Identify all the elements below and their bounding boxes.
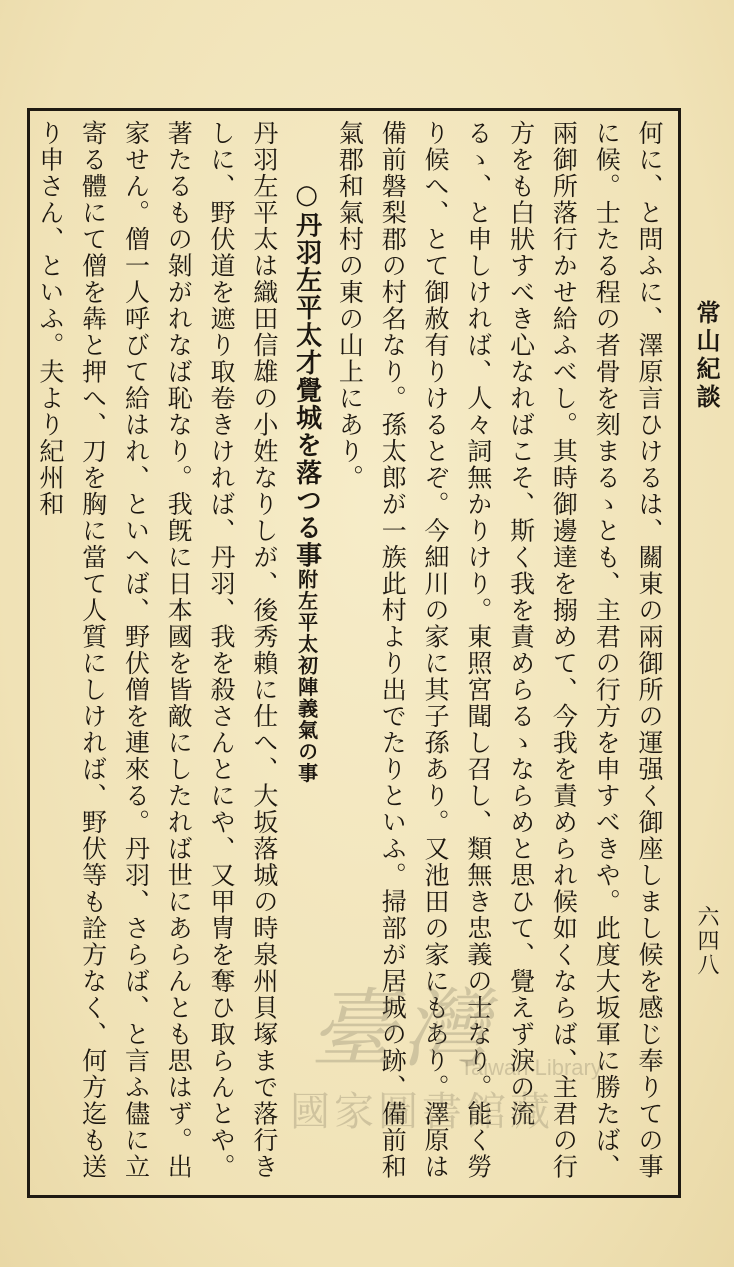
vertical-text-block	[35, 120, 670, 1190]
paragraph-1: 何に、と問ふに、澤原言ひけるは、關東の兩御所の運强く御座しまし候を感じ奉りての事に候。士たる程の者骨を刻まるゝとも、主君の行方を申すべきや。此度大坂軍に勝たば、兩御所落行かせ給ふべし。其時御邊達を搦めて、今我を責められ候如くならば、主君の行方をも白狀すべき心なればこそ、斯く我を責めらるゝならめと思ひて、覺えず淚の流るゝ、と申しければ、人々詞無かりけり。東照宮聞し召し、類無き忠義の士なり。能く勞り候へ、とて御赦有りけるとぞ。今細川の家に其子孫あり。又池田の家にもあり。澤原は備前磐梨郡の村名なり。孫太郎が一族此村より出でたりといふ。掃部が居城の跡、備前和氣郡和氣村の東の山上にあり。	[335, 120, 664, 1180]
watermark-latin: Taiwan Library	[460, 1055, 602, 1080]
heading-subtitle: 附左平太初陣義氣の事	[294, 569, 319, 784]
paragraph-2: 丹羽左平太は織田信雄の小姓なりしが、後秀賴に仕へ、大坂落城の時泉州貝塚まで落行きしに、野伏道を遮り取卷きければ、丹羽、我を殺さんとにや、又甲冑を奪ひ取らんとや。著たるもの剝がれなば恥なり。我旣に日本國を皆敵にしたれば世にあらんとも思はず。出家せん。僧一人呼びて給はれ、といへば、野伏僧を連來る。丹羽、さらば、と言ふ儘に立寄る體にて僧を犇と押へ、刀を胸に當て人質にしければ、野伏等も詮方なく、何方迄も送り申さん、といふ。夫より紀州和	[35, 120, 279, 1180]
page-number: 六四八	[694, 905, 719, 977]
watermark-name: 國家圖書館藏	[290, 1089, 554, 1135]
watermark-script: 臺灣	[310, 980, 494, 1080]
running-head: 常山紀談	[692, 300, 721, 412]
section-heading	[285, 120, 328, 1190]
heading-title: ○丹羽左平太才覺城を落つる事	[291, 180, 322, 569]
